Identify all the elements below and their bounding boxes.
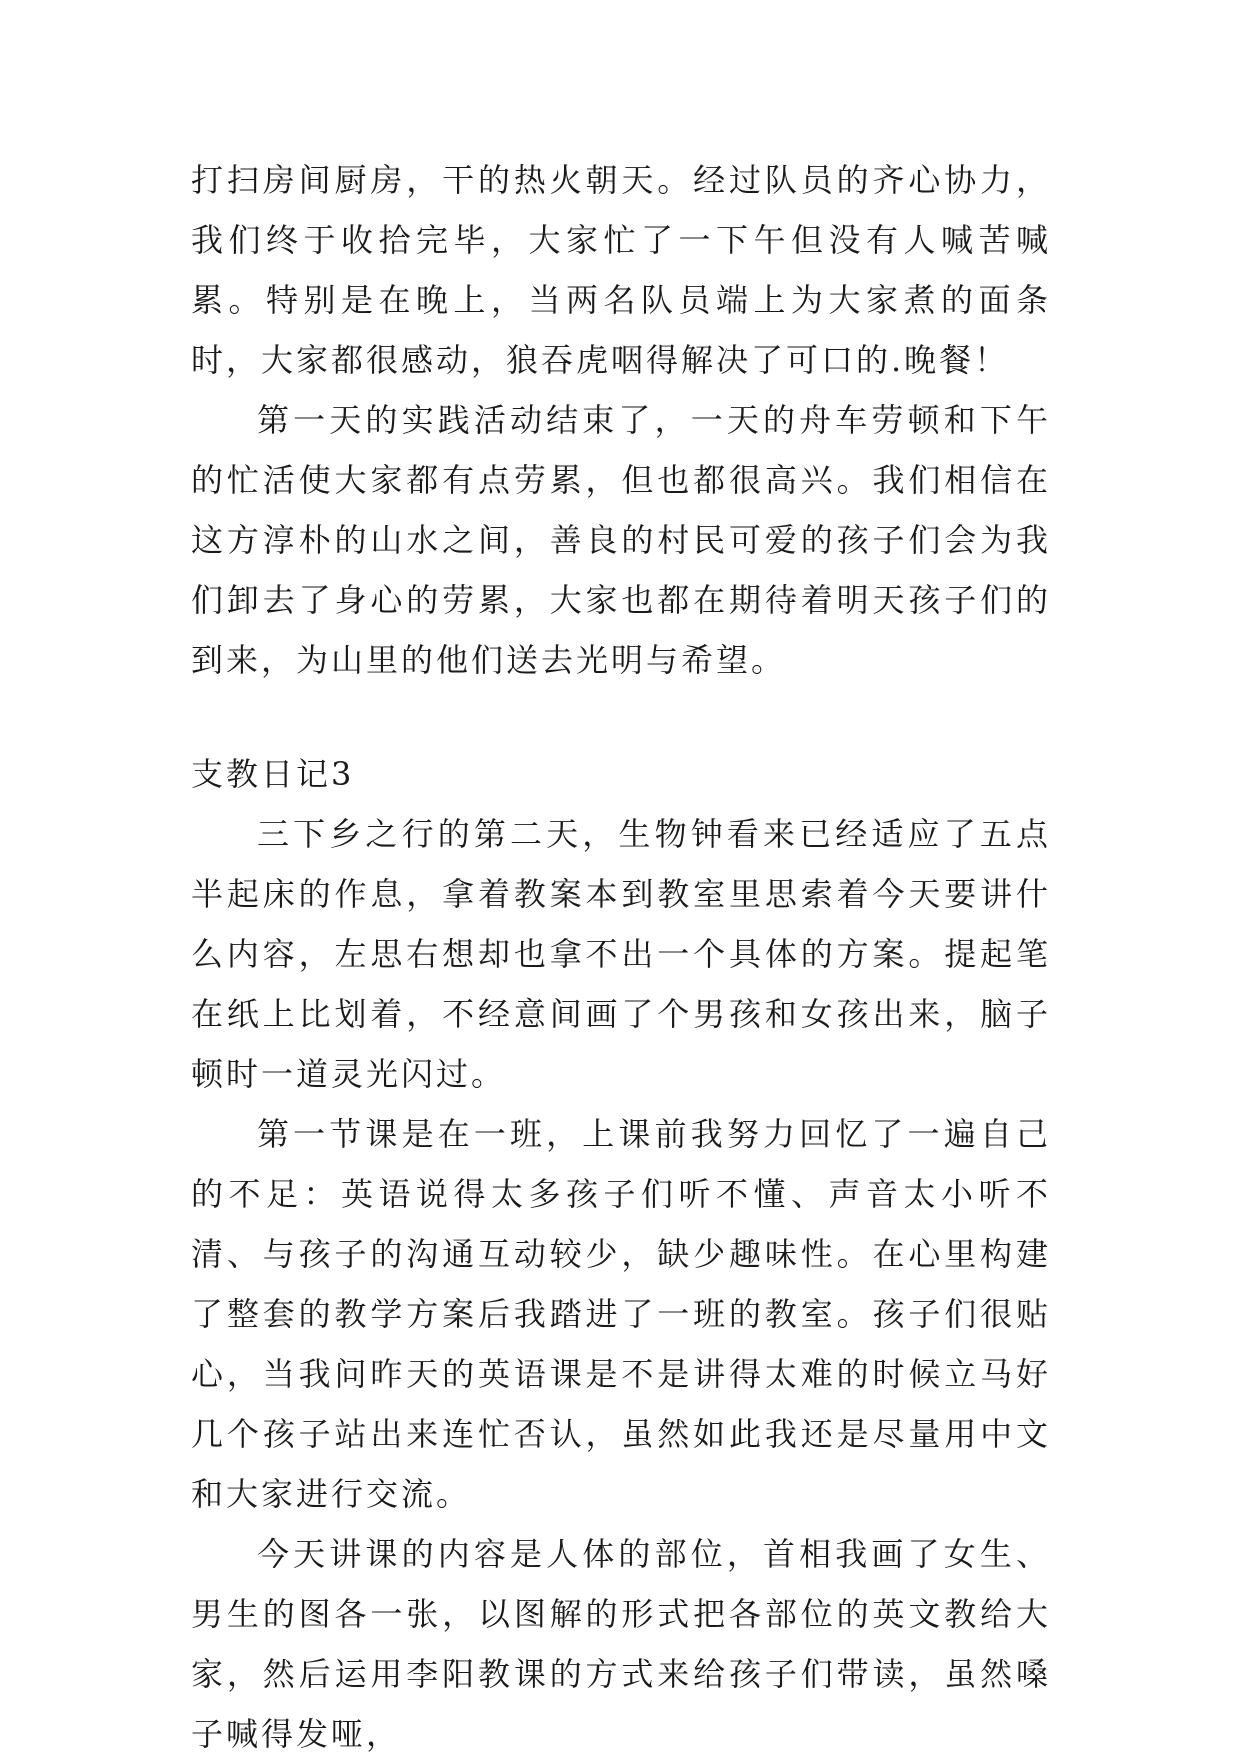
paragraph-lesson-content: 今天讲课的内容是人体的部位，首相我画了女生、男生的图各一张，以图解的形式把各部位的英文教给大家，然后运用李阳教课的方式来给孩子们带读，虽然嗓子喊得发哑，: [191, 1535, 1051, 1753]
paragraph-first-day-summary: 第一天的实践活动结束了，一天的舟车劳顿和下午的忙活使大家都有点劳累，但也都很高兴。我们相信在这方淳朴的山水之间，善良的村民可爱的孩子们会为我们卸去了身心的劳累，大家也都在期待着明天孩子们的到来，为山里的他们送去光明与希望。: [191, 401, 1051, 679]
section-title: 支教日记3: [191, 755, 355, 793]
paragraph-continued: 打扫房间厨房，干的热火朝天。经过队员的齐心协力，我们终于收拾完毕，大家忙了一下午但没有人喊苦喊累。特别是在晚上，当两名队员端上为大家煮的面条时，大家都很感动，狼吞虎咽得解决了可口的.晚餐！: [191, 161, 1051, 379]
paragraph-first-class: 第一节课是在一班，上课前我努力回忆了一遍自己的不足：英语说得太多孩子们听不懂、声音太小听不清、与孩子的沟通互动较少，缺少趣味性。在心里构建了整套的教学方案后我踏进了一班的教室。孩子们很贴心，当我问昨天的英语课是不是讲得太难的时候立马好几个孩子站出来连忙否认，虽然如此我还是尽量用中文和大家进行交流。: [191, 1115, 1051, 1513]
paragraph-second-day: 三下乡之行的第二天，生物钟看来已经适应了五点半起床的作息，拿着教案本到教室里思索着今天要讲什么内容，左思右想却也拿不出一个具体的方案。提起笔在纸上比划着，不经意间画了个男孩和女孩出来，脑子顿时一道灵光闪过。: [191, 815, 1051, 1093]
section-spacer: [191, 690, 1051, 744]
document-body: [191, 150, 1051, 1764]
